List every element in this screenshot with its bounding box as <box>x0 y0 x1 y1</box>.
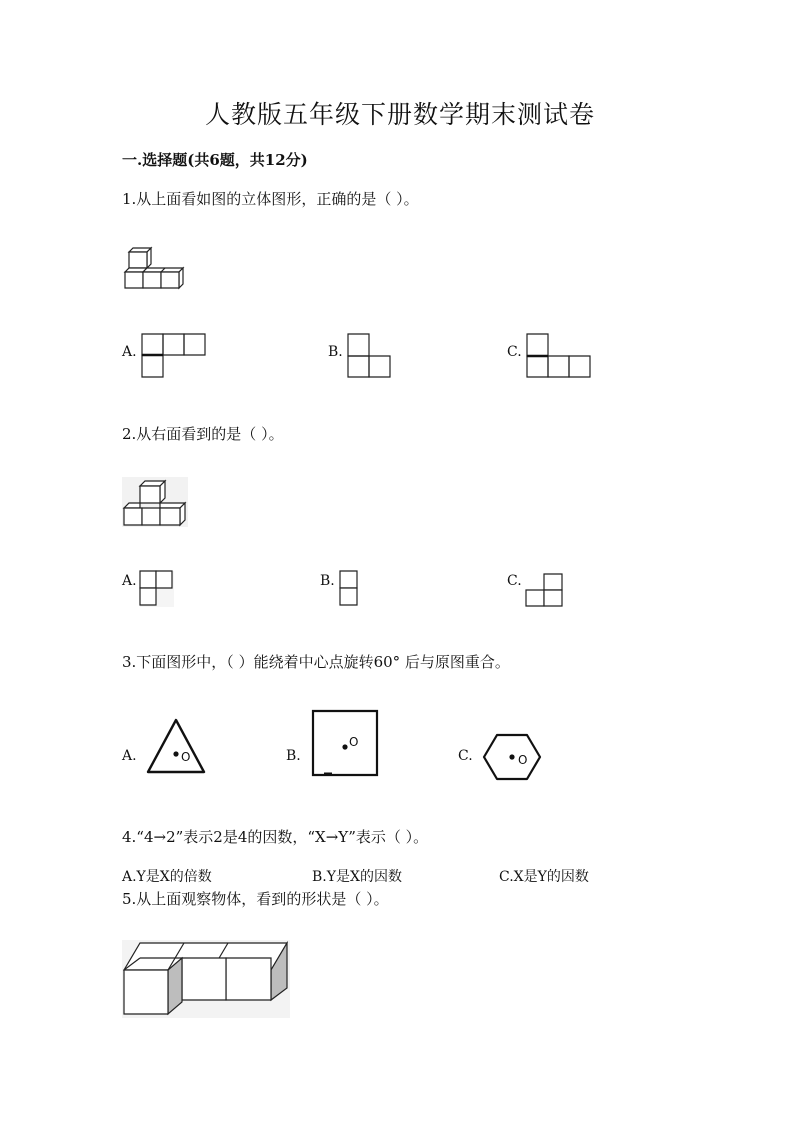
q3-option-a-label[interactable]: A. <box>122 748 137 764</box>
q1-option-a-label[interactable]: A. <box>122 344 137 360</box>
q3-option-a-triangle[interactable] <box>146 718 206 774</box>
q1-option-b-figure[interactable] <box>348 334 391 378</box>
q1-option-c-figure[interactable] <box>527 334 591 378</box>
q2-option-c-figure[interactable] <box>525 574 563 608</box>
q5-solid-figure <box>122 940 290 1018</box>
q4-option-c[interactable]: C.X是Y的因数 <box>499 869 589 885</box>
figure-letter: O <box>518 753 528 767</box>
page-title: 人教版五年级下册数学期末测试卷 <box>204 100 595 129</box>
q4-option-b[interactable]: B.Y是X的因数 <box>312 869 402 885</box>
figure-letter: O <box>181 750 191 764</box>
q2-option-a-figure[interactable] <box>140 571 174 607</box>
q2-option-b-figure[interactable] <box>340 571 358 607</box>
center-dot <box>342 744 347 749</box>
q1-option-c-label[interactable]: C. <box>507 344 522 360</box>
question-4-text: 4.“4→2”表示2是4的因数，“X→Y”表示（ ）。 <box>122 828 429 846</box>
q3-option-b-label[interactable]: B. <box>286 748 301 764</box>
q2-option-c-label[interactable]: C. <box>507 573 522 589</box>
section-heading: 一.选择题(共6题，共12分) <box>122 151 308 169</box>
q2-option-b-label[interactable]: B. <box>320 573 335 589</box>
question-1-text: 1.从上面看如图的立体图形，正确的是（ ）。 <box>122 190 419 208</box>
q2-option-a-label[interactable]: A. <box>122 573 137 589</box>
question-3-text: 3.下面图形中，（ ）能绕着中心点旋转60° 后与原图重合。 <box>122 653 510 671</box>
center-dot <box>509 754 514 759</box>
figure-letter: O <box>349 735 359 749</box>
q2-solid-figure <box>122 477 188 527</box>
center-dot <box>173 751 178 756</box>
question-5-text: 5.从上面观察物体，看到的形状是（ ）。 <box>122 890 389 908</box>
question-2-text: 2.从右面看到的是（ ）。 <box>122 425 284 443</box>
q1-solid-figure <box>124 246 188 292</box>
q3-option-c-hexagon[interactable] <box>482 733 542 781</box>
q4-option-a[interactable]: A.Y是X的倍数 <box>122 869 212 885</box>
q3-option-b-square[interactable] <box>311 709 379 777</box>
q3-option-c-label[interactable]: C. <box>458 748 473 764</box>
q1-option-a-figure[interactable] <box>142 334 206 378</box>
q1-option-b-label[interactable]: B. <box>328 344 343 360</box>
